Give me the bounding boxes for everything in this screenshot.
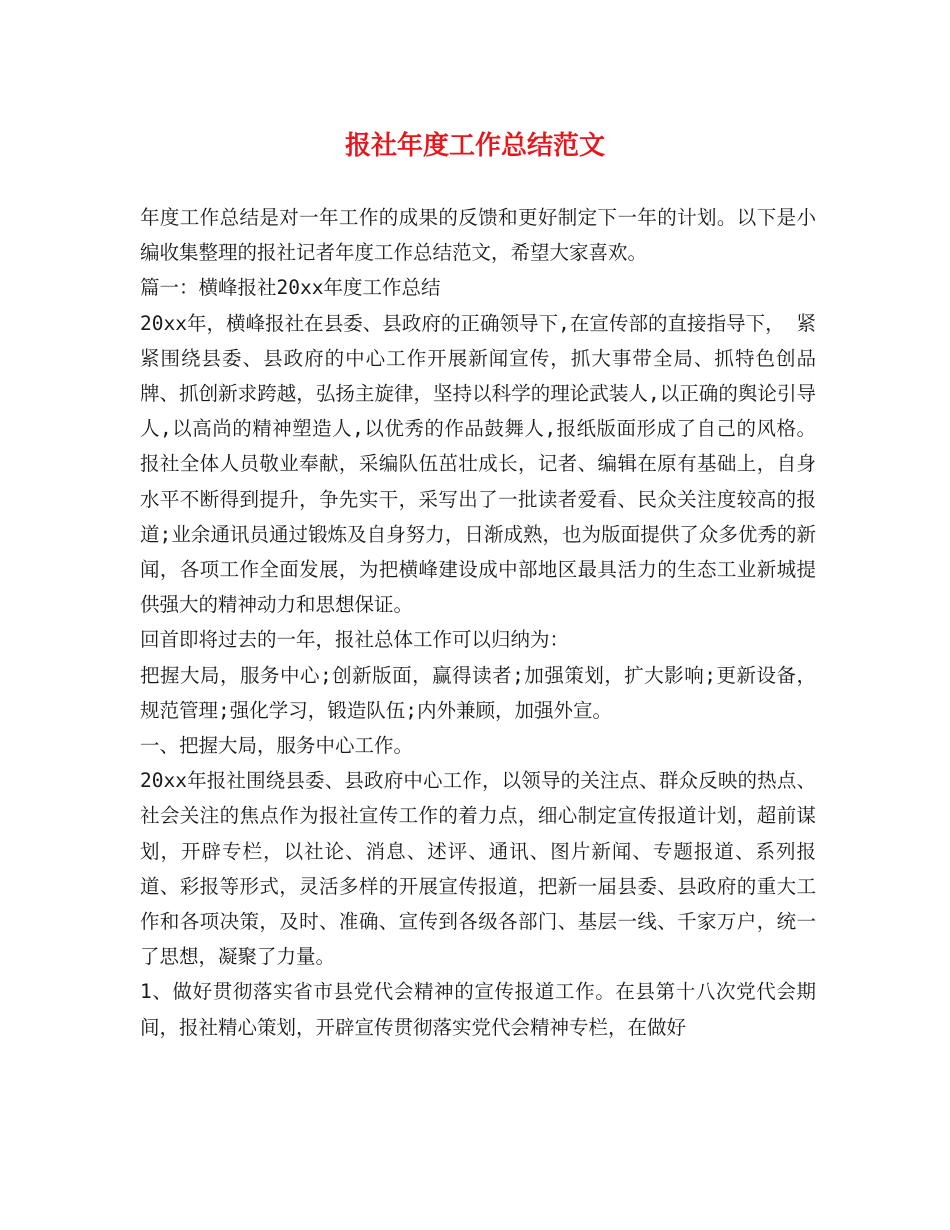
document-title: 报社年度工作总结范文 xyxy=(344,131,605,161)
paragraph-overview: 20xx年，横峰报社在县委、县政府的正确领导下,在宣传部的直接指导下， 紧紧围绕县委、县政府的中心工作开展新闻宣传，抓大事带全局、抓特色创品牌、抓创新求跨越，弘扬主旋律，坚持以科学的理论武装人,以正确的舆论引导人,以高尚的精神塑造人,以优秀的作品鼓舞人,报纸版面形成了自己的风格。报社全体人员敬业奉献，采编队伍茁壮成长，记者、编辑在原有基础上，自身水平不断得到提升，争先实干，采写出了一批读者爱看、民众关注度较高的报道;业余通讯员通过锻炼及自身努力，日渐成熟，也为版面提供了众多优秀的新闻，各项工作全面发展，为把横峰建设成中部地区最具活力的生态工业新城提供强大的精神动力和思想保证。 xyxy=(140,311,816,617)
paragraph-section-one-body: 20xx年报社围绕县委、县政府中心工作，以领导的关注点、群众反映的热点、社会关注的焦点作为报社宣传工作的着力点，细心制定宣传报道计划，超前谋划，开辟专栏，以社论、消息、述评、通讯、图片新闻、专题报道、系列报道、彩报等形式，灵活多样的开展宣传报道，把新一届县委、县政府的重大工作和各项决策，及时、准确、宣传到各级各部门、基层一线、千家万户，统一了思想，凝聚了力量。 xyxy=(140,769,816,969)
paragraph-review-lead: 回首即将过去的一年，报社总体工作可以归纳为： xyxy=(140,628,570,652)
paragraph-summary-points: 把握大局，服务中心;创新版面，赢得读者;加强策划，扩大影响;更新设备，规范管理;强化学习，锻造队伍;内外兼顾，加强外宣。 xyxy=(140,663,816,722)
paragraph-section-one-heading: 一、把握大局，服务中心工作。 xyxy=(140,734,414,758)
paragraph-article-heading: 篇一：横峰报社20xx年度工作总结 xyxy=(140,276,441,300)
document-body xyxy=(140,200,816,1045)
paragraph-item-one: 1、做好贯彻落实省市县党代会精神的宣传报道工作。在县第十八次党代会期间，报社精心策划，开辟宣传贯彻落实党代会精神专栏，在做好 xyxy=(140,980,816,1039)
paragraph-intro: 年度工作总结是对一年工作的成果的反馈和更好制定下一年的计划。以下是小编收集整理的报社记者年度工作总结范文，希望大家喜欢。 xyxy=(140,206,816,265)
